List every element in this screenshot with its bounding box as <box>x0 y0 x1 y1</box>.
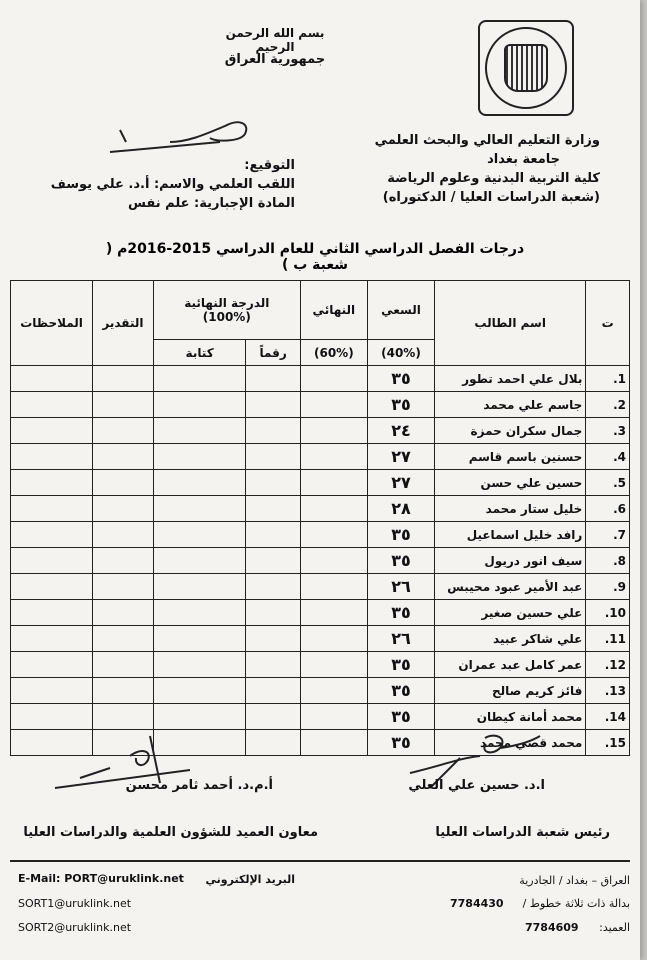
row-final-words <box>153 600 246 626</box>
row-student-name: رافد خليل اسماعيل <box>435 522 586 548</box>
instructor-title-name: اللقب العلمي والاسم: أ.د. علي يوسف <box>50 177 295 192</box>
row-index: 1. <box>586 366 630 392</box>
grades-table <box>10 280 630 756</box>
signature-scribble-top <box>100 112 270 160</box>
row-effort: ٣٥ <box>367 730 434 756</box>
row-effort: ٣٥ <box>367 366 434 392</box>
row-student-name: عبد الأمير عبود محيبس <box>435 574 586 600</box>
row-student-name: محمد قصي محمد <box>435 730 586 756</box>
row-final-digits <box>246 496 300 522</box>
instructor-block <box>50 158 295 211</box>
row-notes <box>11 574 93 600</box>
seal-emblem-icon <box>504 44 548 92</box>
header-grade: التقدير <box>93 281 154 366</box>
row-final-words <box>153 444 246 470</box>
row-notes <box>11 366 93 392</box>
row-student-name: فائز كريم صالح <box>435 678 586 704</box>
row-index: 11. <box>586 626 630 652</box>
row-student-name: بلال علي احمد تطور <box>435 366 586 392</box>
row-index: 12. <box>586 652 630 678</box>
row-grade <box>93 470 154 496</box>
row-final-words <box>153 418 246 444</box>
table-row <box>11 418 630 444</box>
division-name: (شعبة الدراسات العليا / الدكتوراه) <box>382 190 600 205</box>
header-final-grade <box>153 281 300 340</box>
basmala: بسم الله الرحمن الرحيم <box>225 26 325 54</box>
header-digits: رقماً <box>246 340 300 366</box>
table-row <box>11 444 630 470</box>
row-final <box>300 548 367 574</box>
ministry-block <box>375 133 600 205</box>
row-grade <box>93 522 154 548</box>
row-final-words <box>153 678 246 704</box>
row-final-digits <box>246 366 300 392</box>
row-notes <box>11 392 93 418</box>
ministry-name: وزارة التعليم العالي والبحث العلمي <box>374 133 600 148</box>
row-effort: ٣٥ <box>367 522 434 548</box>
row-final <box>300 626 367 652</box>
table-row <box>11 366 630 392</box>
row-final <box>300 730 367 756</box>
row-final-digits <box>246 574 300 600</box>
seal-ring <box>485 27 567 109</box>
row-final-words <box>153 470 246 496</box>
row-grade <box>93 496 154 522</box>
row-final <box>300 496 367 522</box>
row-final-words <box>153 548 246 574</box>
row-final-words <box>153 652 246 678</box>
row-effort: ٢٧ <box>367 470 434 496</box>
college-name: كلية التربية البدنية وعلوم الرياضة <box>387 171 600 186</box>
row-final-digits <box>246 392 300 418</box>
row-final-words <box>153 522 246 548</box>
right-signatory-role: رئيس شعبة الدراسات العليا <box>435 825 610 840</box>
row-final-words <box>153 704 246 730</box>
row-effort: ٣٥ <box>367 678 434 704</box>
row-grade <box>93 626 154 652</box>
row-final-digits <box>246 626 300 652</box>
row-notes <box>11 496 93 522</box>
row-final <box>300 678 367 704</box>
row-notes <box>11 652 93 678</box>
row-notes <box>11 470 93 496</box>
row-final <box>300 470 367 496</box>
row-student-name: حسنين باسم قاسم <box>435 444 586 470</box>
row-final-words <box>153 626 246 652</box>
grades-table-body <box>11 366 630 756</box>
row-student-name: سيف انور دريول <box>435 548 586 574</box>
row-index: 7. <box>586 522 630 548</box>
header-words: كتابة <box>153 340 246 366</box>
row-student-name: علي شاكر عبيد <box>435 626 586 652</box>
row-final-digits <box>246 730 300 756</box>
header-student-name: اسم الطالب <box>435 281 586 366</box>
row-effort: ٢٦ <box>367 626 434 652</box>
email-secondary-1: SORT1@uruklink.net <box>18 897 132 910</box>
row-notes <box>11 548 93 574</box>
header-final: النهائي <box>300 281 367 340</box>
row-final-digits <box>246 522 300 548</box>
table-row <box>11 522 630 548</box>
left-signatory-role: معاون العميد للشؤون العلمية والدراسات العليا <box>23 825 318 840</box>
row-grade <box>93 652 154 678</box>
row-index: 14. <box>586 704 630 730</box>
row-grade <box>93 392 154 418</box>
row-notes <box>11 600 93 626</box>
row-effort: ٣٥ <box>367 652 434 678</box>
row-effort: ٣٥ <box>367 704 434 730</box>
right-signatory-name: ا.د. حسين علي العلي <box>408 778 545 793</box>
row-final <box>300 392 367 418</box>
row-final-digits <box>246 678 300 704</box>
row-index: 5. <box>586 470 630 496</box>
row-final-digits <box>246 704 300 730</box>
header-notes: الملاحظات <box>11 281 93 366</box>
table-row <box>11 574 630 600</box>
row-notes <box>11 678 93 704</box>
header-effort-pct: (40%) <box>367 340 434 366</box>
row-student-name: محمد أمانة كيطان <box>435 704 586 730</box>
row-final-words <box>153 574 246 600</box>
row-effort: ٣٥ <box>367 548 434 574</box>
row-final <box>300 600 367 626</box>
row-final-digits <box>246 418 300 444</box>
email-label: البريد الإلكتروني <box>205 873 295 886</box>
row-index: 9. <box>586 574 630 600</box>
table-row <box>11 496 630 522</box>
row-index: 3. <box>586 418 630 444</box>
row-final-words <box>153 496 246 522</box>
signature-label: التوقيع: <box>244 158 295 173</box>
row-notes <box>11 522 93 548</box>
table-row <box>11 678 630 704</box>
row-grade <box>93 678 154 704</box>
row-final-digits <box>246 600 300 626</box>
table-row <box>11 600 630 626</box>
row-student-name: جمال سكران حمزة <box>435 418 586 444</box>
row-index: 2. <box>586 392 630 418</box>
header-final-grade-pct: (100%) <box>202 310 251 324</box>
row-student-name: عمر كامل عبد عمران <box>435 652 586 678</box>
row-effort: ٢٤ <box>367 418 434 444</box>
row-notes <box>11 444 93 470</box>
header-index: ت <box>586 281 630 366</box>
row-index: 10. <box>586 600 630 626</box>
row-final <box>300 366 367 392</box>
dean-label: العميد: <box>599 921 630 934</box>
row-final-words <box>153 392 246 418</box>
dean-phone: 7784609 <box>525 921 579 934</box>
row-final-words <box>153 366 246 392</box>
row-index: 6. <box>586 496 630 522</box>
header-final-pct: (60%) <box>300 340 367 366</box>
row-grade <box>93 418 154 444</box>
row-index: 4. <box>586 444 630 470</box>
table-row <box>11 548 630 574</box>
address: العراق – بغداد / الجادرية <box>519 874 630 887</box>
table-row <box>11 392 630 418</box>
document-title: درجات الفصل الدراسي الثاني للعام الدراسي 2015-2016م ( شعبة ب ) <box>105 241 525 273</box>
row-final <box>300 704 367 730</box>
row-effort: ٣٥ <box>367 600 434 626</box>
row-effort: ٢٧ <box>367 444 434 470</box>
phone-number: 7784430 <box>450 897 504 910</box>
row-final <box>300 522 367 548</box>
table-row <box>11 652 630 678</box>
row-notes <box>11 418 93 444</box>
row-index: 15. <box>586 730 630 756</box>
table-row <box>11 626 630 652</box>
table-row <box>11 470 630 496</box>
row-effort: ٢٦ <box>367 574 434 600</box>
footer-divider <box>10 860 630 862</box>
row-index: 13. <box>586 678 630 704</box>
row-final-digits <box>246 444 300 470</box>
row-final <box>300 444 367 470</box>
subject-name: المادة الإجبارية: علم نفس <box>128 196 295 211</box>
phone-label: بدالة ذات ثلاثة خطوط / <box>522 897 630 910</box>
row-grade <box>93 548 154 574</box>
row-student-name: جاسم علي محمد <box>435 392 586 418</box>
row-final-digits <box>246 470 300 496</box>
row-student-name: علي حسين صغير <box>435 600 586 626</box>
row-final <box>300 574 367 600</box>
header-effort: السعي <box>367 281 434 340</box>
row-grade <box>93 704 154 730</box>
row-effort: ٣٥ <box>367 392 434 418</box>
university-seal-logo <box>478 20 574 116</box>
row-notes <box>11 704 93 730</box>
row-student-name: حسين علي حسن <box>435 470 586 496</box>
university-name: جامعة بغداد <box>487 152 560 167</box>
row-final <box>300 652 367 678</box>
email-secondary-2: SORT2@uruklink.net <box>18 921 132 934</box>
row-final-digits <box>246 548 300 574</box>
row-notes <box>11 626 93 652</box>
left-signatory-name: أ.م.د. أحمد ثامر محسن <box>125 778 273 793</box>
email-primary: E-Mail: PORT@uruklink.net <box>18 872 184 885</box>
row-student-name: خليل ستار محمد <box>435 496 586 522</box>
row-index: 8. <box>586 548 630 574</box>
row-grade <box>93 444 154 470</box>
row-final <box>300 418 367 444</box>
row-effort: ٢٨ <box>367 496 434 522</box>
header-final-grade-label: الدرجة النهائية <box>184 296 270 310</box>
row-grade <box>93 366 154 392</box>
republic-title: جمهورية العراق <box>224 52 326 67</box>
row-grade <box>93 600 154 626</box>
row-grade <box>93 574 154 600</box>
row-final-digits <box>246 652 300 678</box>
